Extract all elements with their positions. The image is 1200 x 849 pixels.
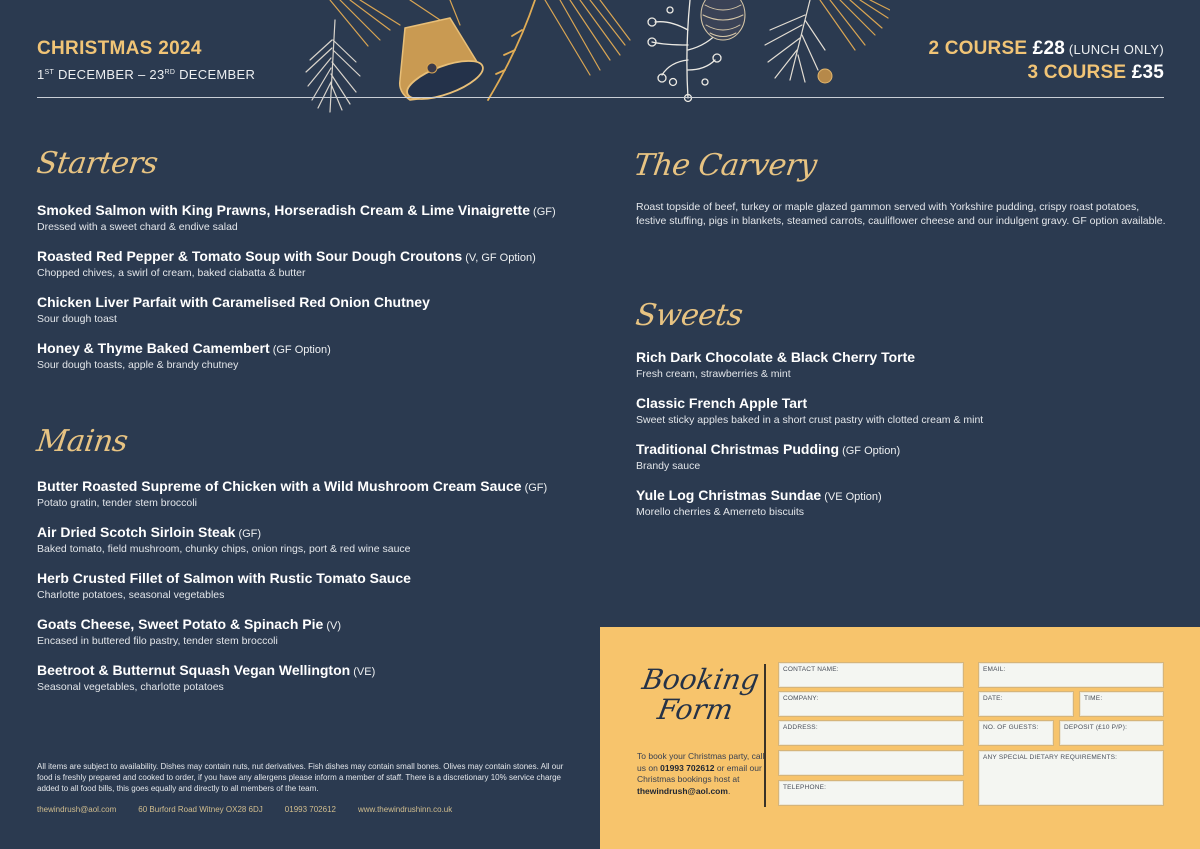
field-label: DATE:: [983, 695, 1003, 702]
dietary-tag: (GF): [529, 206, 556, 218]
footer-contacts: [37, 805, 452, 814]
item-name: Butter Roasted Supreme of Chicken with a Wild Mushroom Cream Sauce: [37, 478, 522, 494]
date-end-month: DECEMBER: [175, 67, 256, 82]
dietary-tag: (V): [323, 620, 342, 632]
item-name: Chicken Liver Parfait with Caramelised Red Onion Chutney: [37, 294, 430, 310]
field-label: DEPOSIT (£10 P/P):: [1064, 724, 1128, 731]
header-divider: [37, 97, 1164, 98]
item-description: Dressed with a sweet chard & endive salad: [37, 221, 238, 233]
dietary-tag: (V, GF Option): [462, 252, 536, 264]
mains-list: [37, 478, 547, 708]
carvery-heading: The Carvery: [631, 148, 819, 183]
item-description: Sweet sticky apples baked in a short crust pastry with clotted cream & mint: [636, 414, 984, 426]
date-end-suffix: RD: [164, 69, 176, 76]
menu-item: [636, 441, 983, 473]
item-description: Brandy sauce: [636, 460, 701, 472]
item-name: Roasted Red Pepper & Tomato Soup with Sour Dough Croutons: [37, 248, 463, 264]
dietary-tag: (GF): [235, 528, 262, 540]
menu-item: [37, 524, 547, 556]
date-start-suffix: ST: [44, 69, 55, 76]
menu-item: [636, 395, 983, 427]
booking-heading-line2: Form: [655, 693, 736, 726]
date-start-day: 1: [37, 67, 45, 82]
menu-item: [37, 202, 556, 234]
carvery-description: Roast topside of beef, turkey or maple glazed gammon served with Yorkshire pudding, crispy roast potatoes, festive stuffing, pigs in blankets, steamed carrots, cauliflower cheese and our indulgent gravy. GF option available.: [636, 201, 1166, 227]
price-two-note: (LUNCH ONLY): [1064, 42, 1164, 57]
pinecone-icon: [701, 0, 745, 40]
footer-address: 60 Burford Road Witney OX28 6DJ: [138, 805, 263, 814]
company-field[interactable]: [778, 691, 964, 717]
item-description: Encased in buttered filo pastry, tender stem broccoli: [37, 635, 278, 647]
menu-item: [37, 478, 547, 510]
field-label: NO. OF GUESTS:: [983, 724, 1039, 731]
address-field[interactable]: [778, 720, 964, 746]
menu-item: [37, 340, 556, 372]
dietary-tag: (VE): [350, 666, 376, 678]
dietary-tag: (GF): [521, 482, 548, 494]
item-description: Baked tomato, field mushroom, chunky chips, onion rings, port & red wine sauce: [37, 543, 411, 555]
menu-title: CHRISTMAS 2024: [37, 38, 202, 59]
booking-intro-text: To book your Christmas party, call us on: [637, 751, 765, 773]
menu-item: [37, 570, 547, 602]
pine-branch-icon: [306, 20, 360, 112]
price-two-course: [928, 38, 1164, 60]
footer-phone[interactable]: 01993 702612: [284, 805, 336, 814]
starters-list: [37, 202, 556, 386]
menu-item: [636, 349, 983, 381]
starters-heading: Starters: [34, 146, 160, 181]
item-description: Potato gratin, tender stem broccoli: [37, 497, 197, 509]
item-description: Chopped chives, a swirl of cream, baked ciabatta & butter: [37, 267, 306, 279]
booking-intro-text: .: [727, 785, 731, 796]
item-name: Yule Log Christmas Sundae: [636, 487, 822, 503]
footer-website-link[interactable]: www.thewindrushinn.co.uk: [357, 805, 453, 814]
item-description: Sour dough toasts, apple & brandy chutney: [37, 359, 239, 371]
item-name: Air Dried Scotch Sirloin Steak: [37, 524, 236, 540]
menu-item: [37, 294, 556, 326]
time-field[interactable]: [1079, 691, 1164, 717]
booking-form-heading: [633, 665, 764, 725]
deposit-field[interactable]: [1059, 720, 1164, 746]
sweets-heading: Sweets: [633, 298, 745, 333]
price-three-course: [1027, 62, 1164, 84]
field-label: ADDRESS:: [783, 724, 818, 731]
field-label: TIME:: [1084, 695, 1103, 702]
price-three-amount: £35: [1131, 62, 1164, 83]
menu-item: [37, 616, 547, 648]
footer-email-link[interactable]: thewindrush@aol.com: [37, 805, 117, 814]
item-description: Charlotte potatoes, seasonal vegetables: [37, 589, 225, 601]
contact-name-field[interactable]: [778, 662, 964, 688]
item-name: Classic French Apple Tart: [636, 395, 808, 411]
item-description: Fresh cream, strawberries & mint: [636, 368, 791, 380]
date-field[interactable]: [978, 691, 1074, 717]
price-two-label: 2 COURSE: [928, 38, 1033, 59]
booking-heading-line1: Booking: [639, 663, 762, 696]
field-label: TELEPHONE:: [783, 784, 827, 791]
booking-divider: [764, 664, 766, 807]
item-description: Morello cherries & Amerreto biscuits: [636, 506, 805, 518]
field-label: COMPANY:: [783, 695, 819, 702]
price-two-amount: £28: [1032, 38, 1065, 59]
booking-form-panel: [600, 627, 1200, 849]
dietary-tag: (VE Option): [821, 491, 882, 503]
item-name: Honey & Thyme Baked Camembert: [37, 340, 270, 356]
item-description: Seasonal vegetables, charlotte potatoes: [37, 681, 224, 693]
item-name: Herb Crusted Fillet of Salmon with Rustic Tomato Sauce: [37, 570, 411, 586]
dietary-requirements-field[interactable]: [978, 750, 1164, 806]
ornament-icon: [818, 69, 832, 83]
item-description: Sour dough toast: [37, 313, 117, 325]
dietary-tag: (GF Option): [269, 344, 331, 356]
field-label: ANY SPECIAL DIETARY REQUIREMENTS:: [983, 754, 1118, 761]
sweets-list: [636, 349, 983, 533]
allergen-disclaimer: All items are subject to availability. Dishes may contain nuts, nut derivatives. Fish dishes may contain small bones. Olives may contain stones. All our food is freshly prepared and cooked to order, if you have any allergens please inform a member of staff. There is a discretionary 10% service charge added to all food bills, this goes equally and directly to all members of the team.: [37, 762, 564, 793]
address-line2-field[interactable]: [778, 750, 964, 776]
booking-email[interactable]: thewindrush@aol.com: [637, 785, 728, 796]
booking-intro-text: or email our Christmas bookings host at: [637, 762, 762, 784]
item-name: Goats Cheese, Sweet Potato & Spinach Pie: [37, 616, 324, 632]
field-label: EMAIL:: [983, 666, 1006, 673]
item-name: Smoked Salmon with King Prawns, Horseradish Cream & Lime Vinaigrette: [37, 202, 530, 218]
item-name: Rich Dark Chocolate & Black Cherry Torte: [636, 349, 916, 365]
item-name: Traditional Christmas Pudding: [636, 441, 840, 457]
guests-field[interactable]: [978, 720, 1054, 746]
price-three-label: 3 COURSE: [1027, 62, 1132, 83]
menu-dates: [37, 67, 255, 82]
booking-instructions: [637, 751, 767, 797]
booking-phone[interactable]: 01993 702612: [660, 762, 715, 773]
email-field[interactable]: [978, 662, 1164, 688]
dietary-tag: (GF Option): [839, 445, 901, 457]
date-start-month: DECEMBER – 23: [54, 67, 165, 82]
telephone-field[interactable]: [778, 780, 964, 806]
menu-item: [636, 487, 983, 519]
item-name: Beetroot & Butternut Squash Vegan Wellington: [37, 662, 351, 678]
menu-item: [37, 248, 556, 280]
menu-item: [37, 662, 547, 694]
field-label: CONTACT NAME:: [783, 666, 839, 673]
mains-heading: Mains: [34, 424, 130, 459]
bell-icon: [400, 18, 488, 107]
festive-foliage-illustration: [290, 0, 890, 118]
